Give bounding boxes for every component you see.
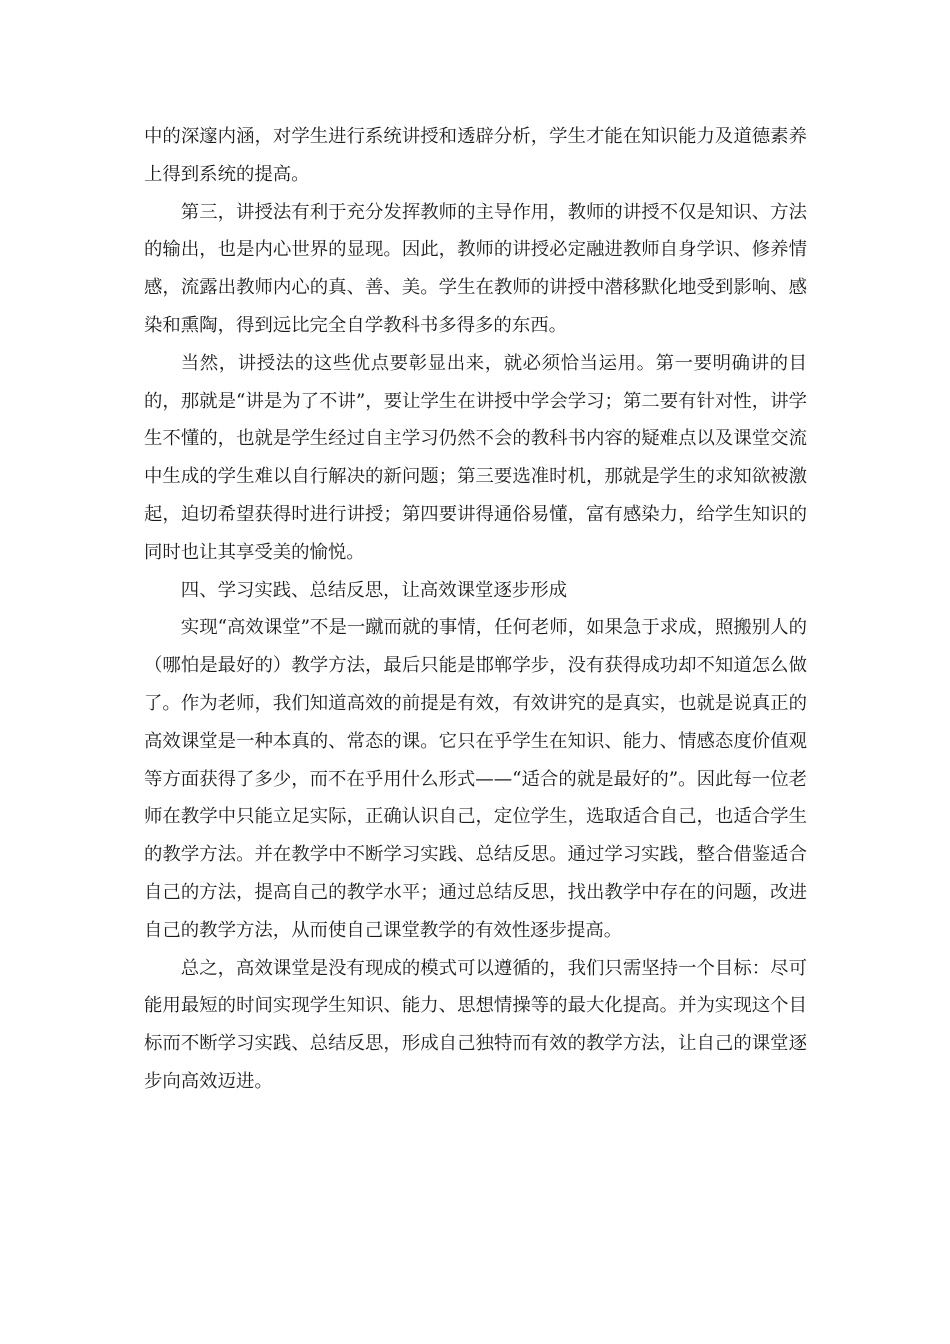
paragraph-section-four-body: 实现“高效课堂”不是一蹴而就的事情，任何老师，如果急于求成，照搬别人的（哪怕是最好的）教学方法，最后只能是邯郸学步，没有获得成功却不知道怎么做了。作为老师，我们知道高效的前提是有效，有效讲究的是真实，也就是说真正的高效课堂是一种本真的、常态的课。它只在乎学生在知识、能力、情感态度价值观等方面获得了多少，而不在乎用什么形式——“适合的就是最好的”。因此每一位老师在教学中只能立足实际，正确认识自己，定位学生，选取适合自己，也适合学生的教学方法。并在教学中不断学习实践、总结反思。通过学习实践，整合借鉴适合自己的方法，提高自己的教学水平；通过总结反思，找出教学中存在的问题，改进自己的教学方法，从而使自己课堂教学的有效性逐步提高。	[144, 617, 807, 941]
paragraph-conclusion: 总之，高效课堂是没有现成的模式可以遵循的，我们只需坚持一个目标：尽可能用最短的时间实现学生知识、能力、思想情操等的最大化提高。并为实现这个目标而不断学习实践、总结反思，形成自己独特而有效的教学方法，让自己的课堂逐步向高效迈进。	[144, 957, 807, 1092]
section-heading: 四、学习实践、总结反思，让高效课堂逐步形成	[180, 579, 568, 601]
paragraph-proper-use: 当然，讲授法的这些优点要彰显出来，就必须恰当运用。第一要明确讲的目的，那就是“讲是为了不讲”，要让学生在讲授中学会学习；第二要有针对性，讲学生不懂的，也就是学生经过自主学习仍然不会的教科书内容的疑难点以及课堂交流中生成的学生难以自行解决的新问题；第三要选准时机，那就是学生的求知欲被激起，迫切希望获得时进行讲授；第四要讲得通俗易懂，富有感染力，给学生知识的同时也让其享受美的愉悦。	[144, 352, 807, 563]
document-body	[144, 118, 807, 1101]
paragraph-continuation: 中的深邃内涵，对学生进行系统讲授和透辟分析，学生才能在知识能力及道德素养上得到系统的提高。	[144, 126, 807, 185]
paragraph-third-point: 第三，讲授法有利于充分发挥教师的主导作用，教师的讲授不仅是知识、方法的输出，也是内心世界的显现。因此，教师的讲授必定融进教师自身学识、修养情感，流露出教师内心的真、善、美。学生在教师的讲授中潜移默化地受到影响、感染和熏陶，得到远比完全自学教科书多得多的东西。	[144, 201, 807, 336]
